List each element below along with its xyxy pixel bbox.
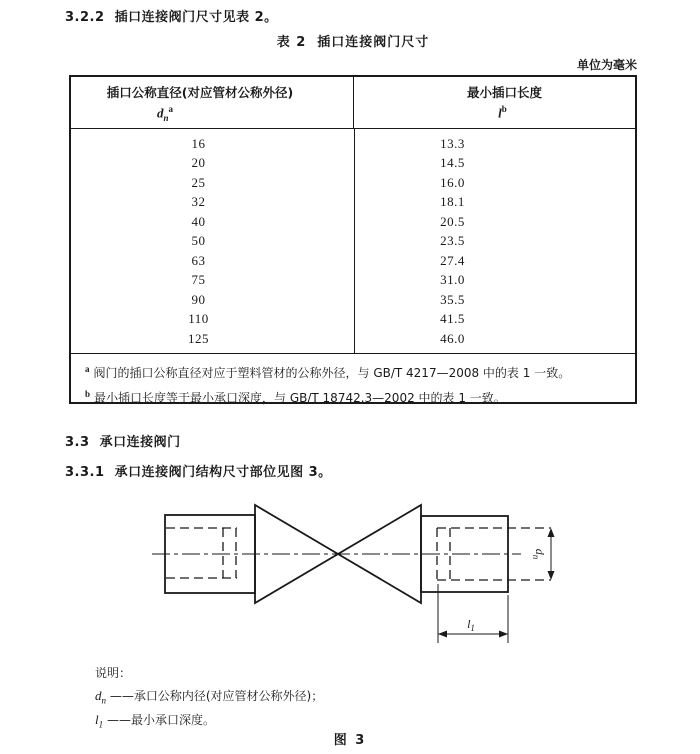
section-heading-3-3-1: 3.3.1 承口连接阀门结构尺寸部位见图 3。 <box>65 465 332 480</box>
left-socket-body <box>165 515 255 593</box>
legend-item-l1: $l_1$ ——最小承口深度。 <box>95 712 215 730</box>
table-body <box>71 129 635 353</box>
footnote-b: $^b$ 最小插口长度等于最小承口深度，与 GB/T 18742.3—2002 中的表 1 一致。 <box>85 389 506 405</box>
left-socket-bore-dashed <box>166 528 237 578</box>
cell-length-value: 14.5 <box>440 155 465 171</box>
cell-dn-value: 20 <box>191 155 206 171</box>
valve-diagram <box>130 490 590 655</box>
cell-length-value: 31.0 <box>440 272 465 288</box>
cell-length-value: 35.5 <box>440 291 465 307</box>
l1-arrow-right <box>499 631 508 638</box>
table-row <box>71 310 635 330</box>
table-footnotes <box>71 353 635 409</box>
table-2 <box>69 75 637 404</box>
dimension-dn <box>531 528 555 580</box>
column-header-dn <box>71 77 354 128</box>
cell-dn-value: 125 <box>188 330 209 346</box>
column-header-dn-label: 插口公称直径(对应管材公称外径) <box>106 84 294 100</box>
column-header-length <box>354 77 635 128</box>
dn-arrow-down <box>548 571 555 580</box>
dn-arrow-up <box>548 528 555 537</box>
cell-dn-value: 50 <box>191 233 206 249</box>
cell-length-value: 20.5 <box>440 213 465 229</box>
column-header-length-label: 最小插口长度 <box>466 85 542 101</box>
cell-length-value: 13.3 <box>440 135 465 151</box>
cell-dn-value: 25 <box>191 174 206 190</box>
cell-length-value: 27.4 <box>440 252 465 268</box>
table-row <box>71 232 635 252</box>
section-heading-3-3: 3.3 承口连接阀门 <box>65 435 181 450</box>
cell-length-value: 23.5 <box>440 233 465 249</box>
legend-item-dn: $d_n$ ——承口公称内径(对应管材公称外径)； <box>95 688 324 706</box>
cell-length-value: 41.5 <box>440 311 465 327</box>
l1-arrow-left <box>438 631 447 638</box>
table-row <box>71 212 635 232</box>
table-header-row <box>71 77 635 129</box>
cell-dn-value: 75 <box>191 272 206 288</box>
section-heading-3-2-2: 3.2.2 插口连接阀门尺寸见表 2。 <box>65 10 278 25</box>
cell-length-value: 16.0 <box>440 174 465 190</box>
table-row <box>71 134 635 154</box>
table-row <box>71 290 635 310</box>
cell-length-value: 18.1 <box>440 194 465 210</box>
table-2-title: 表 2 插口连接阀门尺寸 <box>276 35 430 50</box>
legend-title: 说明： <box>95 666 132 680</box>
table-row <box>71 271 635 291</box>
cell-dn-value: 16 <box>191 135 206 151</box>
cell-dn-value: 32 <box>191 194 206 210</box>
table-row <box>71 154 635 174</box>
table-row <box>71 329 635 349</box>
footnote-a: $^a$ 阀门的插口公称直径对应于塑料管材的公称外径，与 GB/T 4217—2008 中的表 1 一致。 <box>85 364 571 380</box>
table-row <box>71 173 635 193</box>
cell-length-value: 46.0 <box>440 330 465 346</box>
figure-3-caption: 图 3 <box>333 733 367 748</box>
cell-dn-value: 63 <box>191 252 206 268</box>
l1-dimension-label: $l_1$ <box>467 617 475 633</box>
column-header-dn-symbol: $d_n^a$ <box>156 103 173 123</box>
cell-dn-value: 40 <box>191 213 206 229</box>
table-row <box>71 251 635 271</box>
unit-note: 单位为毫米 <box>576 58 637 72</box>
dn-dimension-label: $d_n$ <box>531 548 547 560</box>
column-header-length-symbol: $l^b$ <box>498 104 507 121</box>
cell-dn-value: 90 <box>191 291 206 307</box>
cell-dn-value: 110 <box>188 311 209 327</box>
table-row <box>71 193 635 213</box>
